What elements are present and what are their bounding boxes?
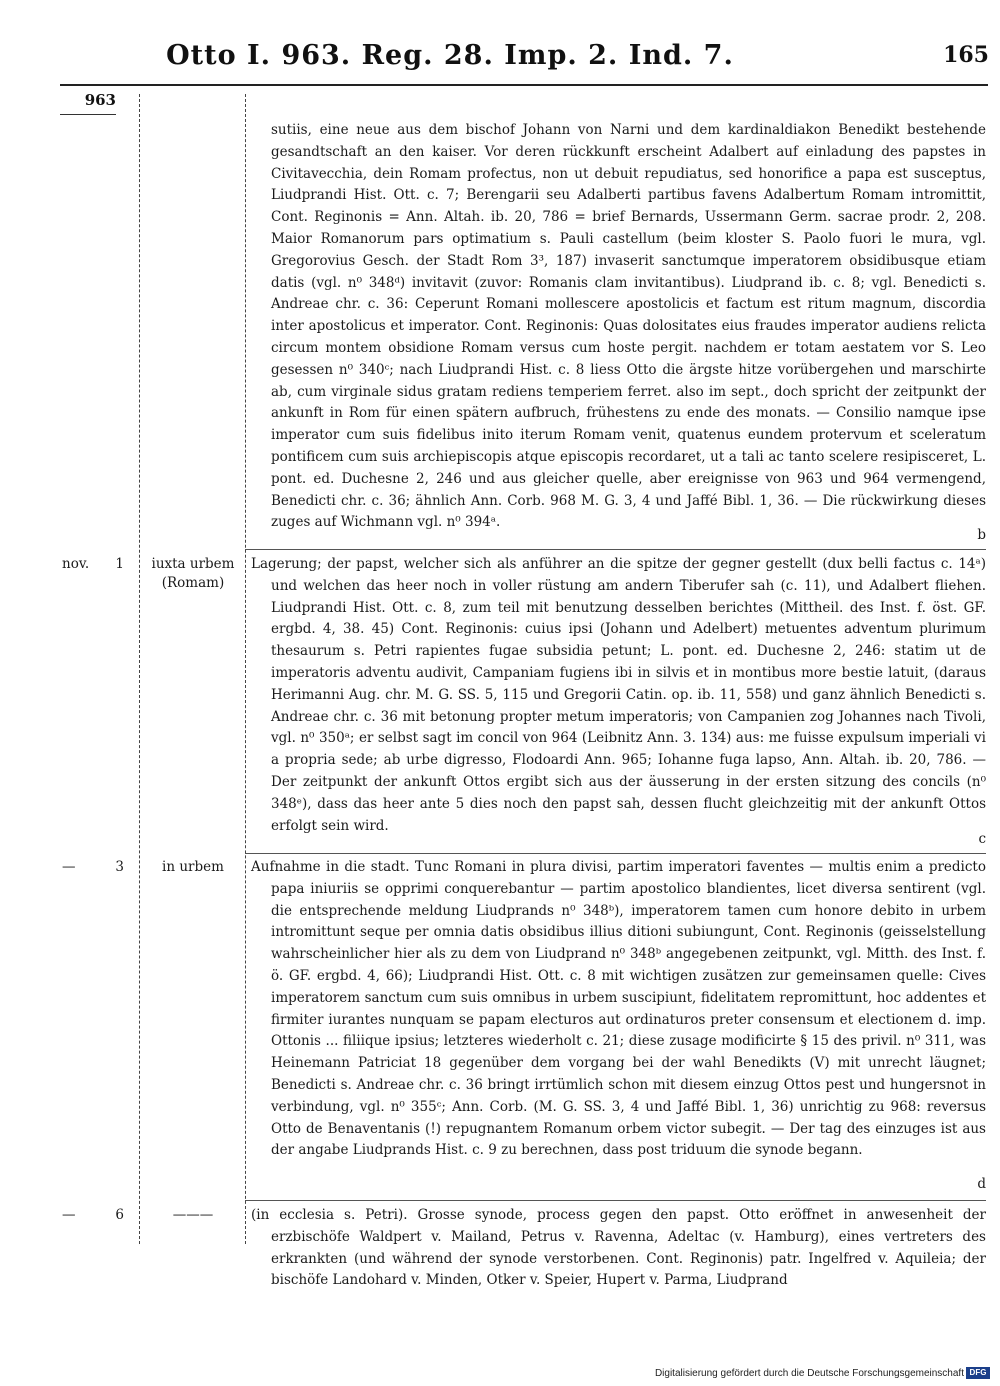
- entry-letter: b: [977, 527, 986, 543]
- regest-entry: [0, 120, 1000, 545]
- entry-text: [251, 120, 986, 534]
- entry-body: sutiis, eine neue aus dem bischof Johann von Narni und dem kardinaldiakon Benedikt bestehende gesandtschaft an den kaiser. Vor deren rückkunft erscheint Adalbert auf einladung des papstes in Civitavecchia, dein Romam profectus, non ut debuit repudiatus, sed honorifice a papa est susceptus, Liudprandi Hist. Ott. c. 7; Berengarii seu Adalberti partibus favens Adalbertum Romam intromittit, Cont. Reginonis = Ann. Altah. ib. 20, 786 = brief Bernards, Ussermann Germ. sacrae prodr. 2, 208. Maior Romanorum pars optimatium s. Pauli castellum (beim kloster S. Paolo fuori le mura, vgl. Gregorovius Gesch. der Stadt Rom 3³, 187) invaserit sanctumque imperatorem obsidibusque etiam datis (vgl. n⁰ 348ᵈ) invitavit (zuvor: Romanis clam invitantibus). Liudprand ib. c. 8; vgl. Benedicti s. Andreae chr. c. 36: Ceperunt Romani mollescere apostolicis et factum est ritum magnum, discordia inter apostolicus et imperator. Cont. Reginonis: Quas dolositates eius fraudes imperator audiens relicta circum montem obsidione Romam versus cum hoste pergit. nachdem er totam aestatem vor S. Leo gesessen n⁰ 340ᶜ; nach Liudprandi Hist. c. 8 liess Otto die ärgste hitze vorübergehen und marschirte ab, cum virginale sidus gratam rediens temperiem ferret. also im sept., doch spricht der zeitpunkt der ankunft in Rom für einen spätern aufbruch, frühestens zu ende des monats. — Consilio namque ipse imperator cum suis fidelibus inito iterum Romam venit, quatenus eundem protervum et sceleratum pontificem cum suis archiepiscopis atque episcopis recordaret, ut a tali ac tanto scelere resipisceret, L. pont. ed. Duchesne 2, 246 und aus gleicher quelle, aber ereignisse von 963 und 964 vermengend, Benedicti chr. c. 36; ähnlich Ann. Corb. 968 M. G. 3, 4 und Jaffé Bibl. 1, 36. — Die rückwirkung dieses zuges auf Wichmann vgl. n⁰ 394ᵃ.: [271, 122, 986, 531]
- page-title: Otto I. 963. Reg. 28. Imp. 2. Ind. 7.: [166, 40, 734, 71]
- entry-text: [251, 554, 986, 837]
- regest-entry: [0, 857, 1000, 1197]
- year-label: 963: [84, 91, 116, 109]
- entry-day: 6: [115, 1207, 124, 1223]
- regest-entry: [0, 554, 1000, 849]
- entry-month: nov.: [62, 556, 90, 572]
- entry-day: 1: [115, 556, 124, 572]
- entry-place: ———: [172, 1207, 214, 1223]
- footer-credit: Digitalisierung gefördert durch die Deutsche Forschungsgemeinschaft: [654, 1368, 964, 1379]
- entry-place: in urbem: [162, 859, 224, 875]
- entry-place: iuxta urbem (Romam): [151, 556, 235, 591]
- entry-letter: d: [977, 1176, 986, 1192]
- regest-entry: [0, 1205, 1000, 1289]
- entry-month: —: [62, 1207, 76, 1223]
- entry-body: Aufnahme in die stadt. Tunc Romani in plura divisi, partim imperatori faventes — multis enim a predicto papa iniuriis se opprimi conquerebantur — partim apostolico blandientes, licet diversa sentirent (vgl. die entsprechende meldung Liudprands n⁰ 348ᵇ), imperatorem tamen cum honore debito in urbem intromittunt seque per omnia datis obsidibus illius ditioni subiungunt, Cont. Reginonis (geisselstellung wahrscheinlicher hier als zu dem von Liudprand n⁰ 348ᵇ angegebenen zeitpunkt, vgl. Mitth. des Inst. f. ö. GF. ergbd. 4, 66); Liudprandi Hist. Ott. c. 8 mit wichtigen zusätzen zur gemeinsamen quelle: Cives imperatorem sanctum cum suis omnibus in urbem suscipiunt, fidelitatem repromittunt, hoc addentes et firmiter iurantes nunquam se papam electuros aut ordinaturos preter consensum et electionem d. imp. Ottonis ... filiique ipsius; letzteres wiederholt c. 21; diese zusage modificirte § 15 des privil. n⁰ 311, was Heinemann Patriciat 18 gegenüber dem vorgang bei der wahl Benedikts (V) mit unrecht läugnet; Benedicti s. Andreae chr. c. 36 bringt irrtümlich schon mit diesem einzug Ottos pest und hungersnot in verbindung, vgl. n⁰ 355ᶜ; Ann. Corb. (M. G. SS. 3, 4 und Jaffé Bibl. 1, 36) unrichtig zu 968: reversus Otto de Benaventanis (!) repugnantem Romanum orbem victor subegit. — Der tag des einzuges ist aus der angabe Liudprands Hist. c. 9 zu berechnen, dass post triduum die synode begann.: [251, 859, 986, 1159]
- dfg-logo: DFG: [966, 1367, 990, 1379]
- header-rule: [60, 84, 988, 86]
- entry-month: —: [62, 859, 76, 875]
- entry-divider: [245, 549, 986, 550]
- entry-body: Lagerung; der papst, welcher sich als anführer an die spitze der gegner gestellt (dux belli factus c. 14ᵃ) und welchen das heer noch in voller rüstung am andern Tiberufer sah (c. 11), und Adalbert fliehen. Liudprandi Hist. Ott. c. 8, zum teil mit benutzung desselben berichtes (Mittheil. des Inst. f. öst. GF. ergbd. 4, 38. 45) Cont. Reginonis: cuius ipsi (Johann und Adelbert) metuentes adventum plurimum thesaurum s. Petri rapientes fugae subsidia petunt; L. pont. ed. Duchesne 2, 246: statim ut de imperatoris adventu audivit, Campaniam fugiens ibi in silvis et in montibus more bestie latuit, (daraus Herimanni Aug. chr. M. G. SS. 5, 115 und Gregorii Catin. op. ib. 11, 558) und ganz ähnlich Benedicti s. Andreae chr. c. 36 mit betonung propter metum imperatoris; von Campanien zog Johannes nach Tivoli, vgl. n⁰ 350ᵃ; er selbst sagt im concil von 964 (Leibnitz Ann. 3. 134) aus: me fuisse expulsum imperiali vi a propria sede; ab urbe digresso, Flodoardi Ann. 965; Iohanne fuga lapso, Ann. Altah. ib. 20, 786. — Der zeitpunkt der ankunft Ottos ergibt sich aus der äusserung in der ersten sitzung des concils (n⁰ 348ᵉ), dass das heer ante 5 dies noch den papst sah, dessen flucht gleichzeitig mit der ankunft Ottos erfolgt sein wird.: [251, 556, 986, 834]
- entry-divider: [245, 1200, 986, 1201]
- page-number: 165: [943, 42, 989, 68]
- entry-text: [251, 857, 986, 1162]
- entry-text: [251, 1205, 986, 1292]
- entry-body: (in ecclesia s. Petri). Grosse synode, process gegen den papst. Otto eröffnet in anwesenheit der erzbischöfe Waldpert v. Mailand, Petrus v. Ravenna, Adeltac (v. Hamburg), eines vertreters des erkrankten (und während der synode verstorbenen. Cont. Reginonis) patr. Ingelfred v. Aquileia; der bischöfe Landohard v. Minden, Otker v. Speier, Hupert v. Parma, Liudprand: [251, 1207, 986, 1289]
- entry-day: 3: [115, 859, 124, 875]
- entry-letter: c: [978, 831, 986, 847]
- year-rule: [60, 114, 116, 115]
- entry-divider: [245, 853, 986, 854]
